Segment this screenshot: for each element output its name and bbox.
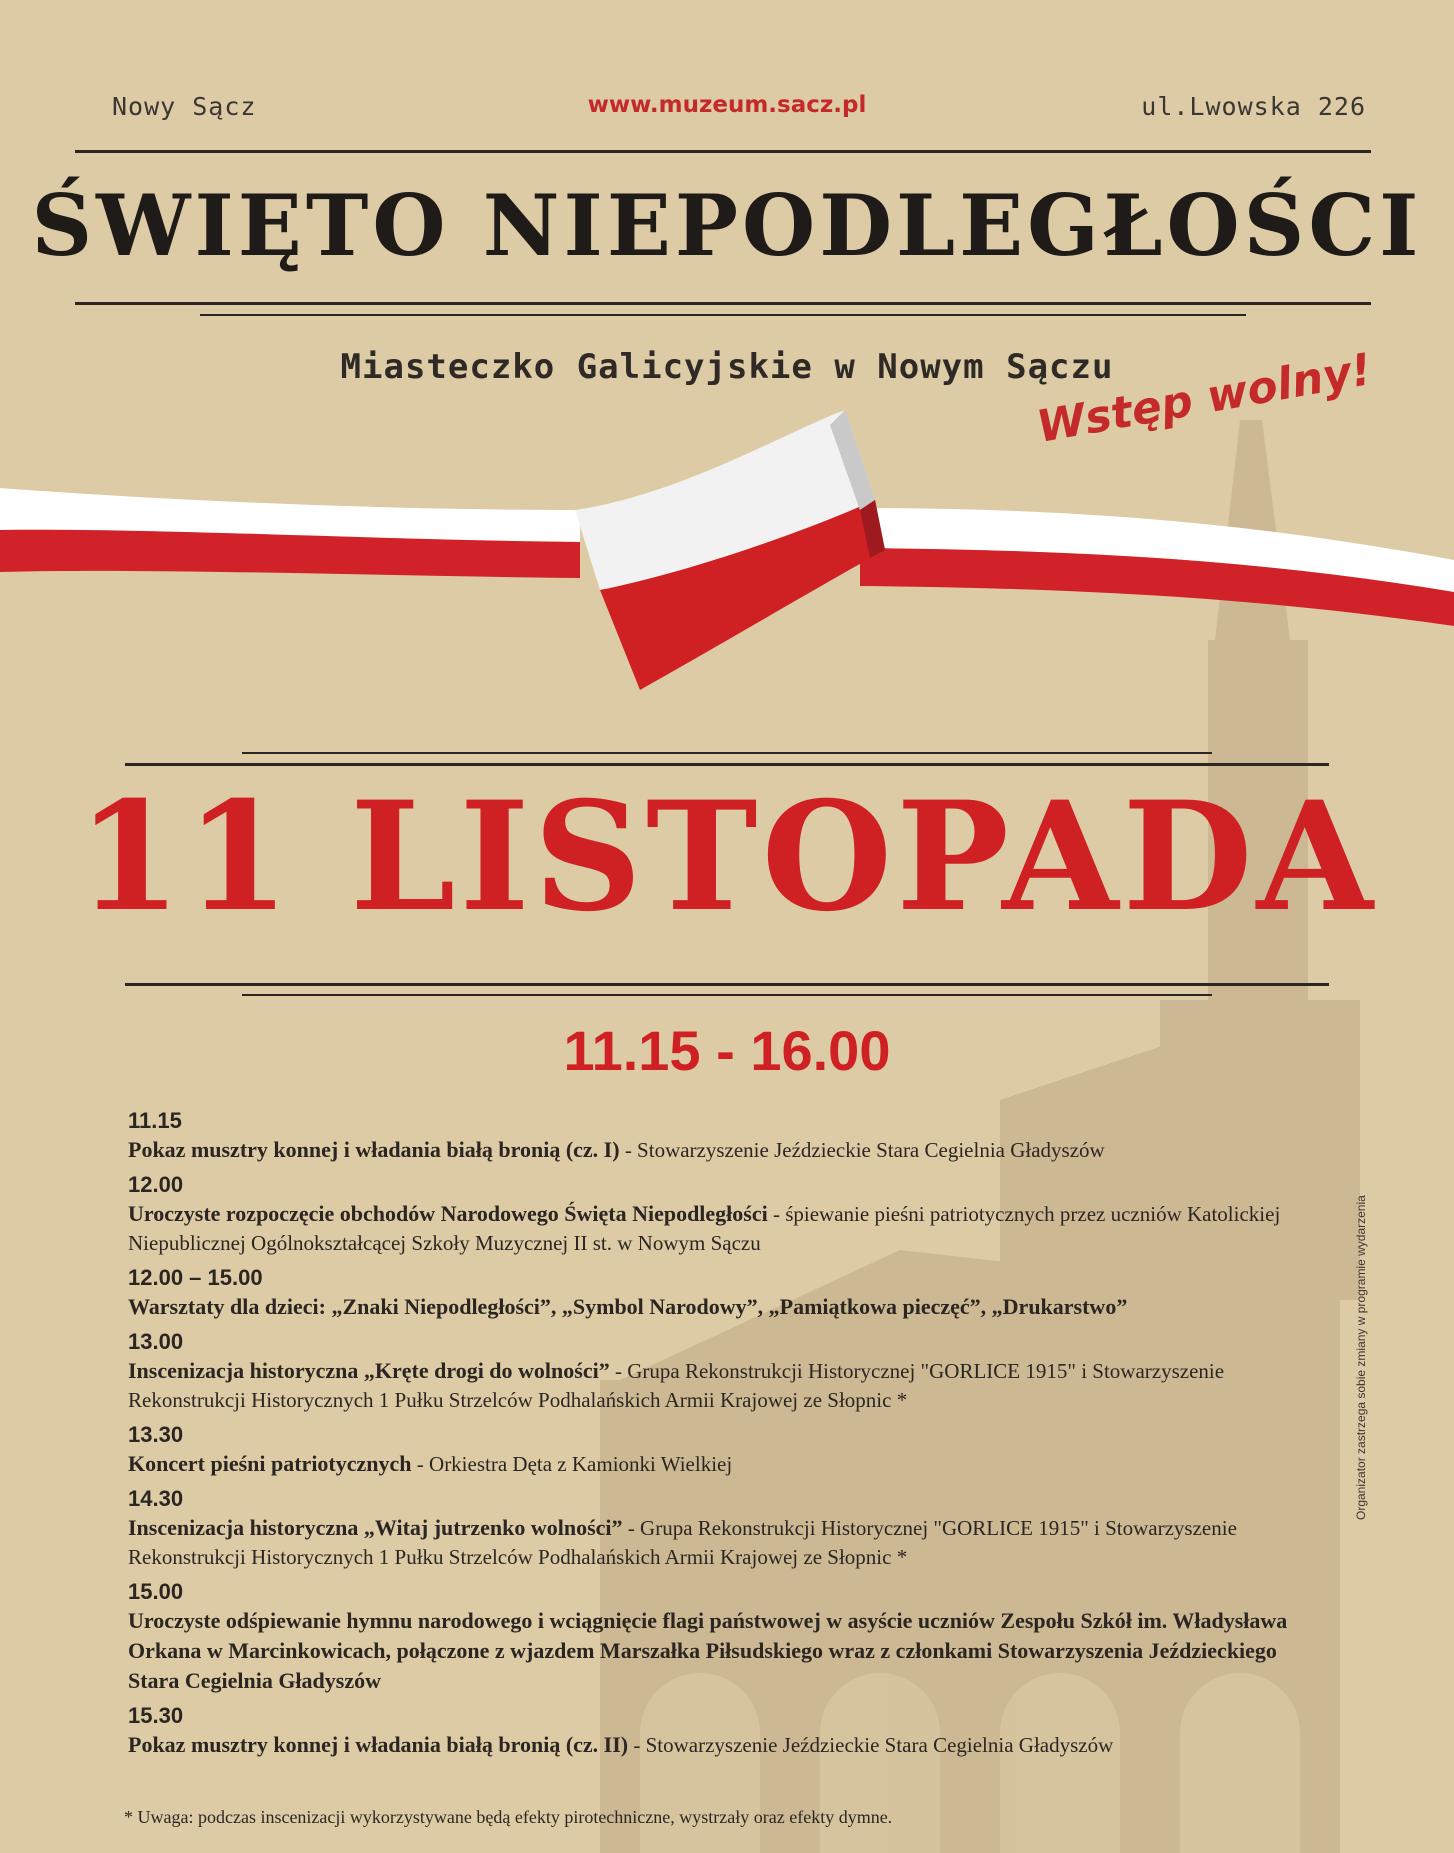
program-item	[128, 1577, 1288, 1696]
city-label: Nowy Sącz	[112, 92, 257, 121]
program-item-description	[128, 1606, 1288, 1696]
program-item-title: Pokaz musztry konnej i władania białą bronią (cz. I)	[128, 1137, 620, 1162]
event-date: 11 LISTOPADA	[77, 769, 1377, 945]
program-item-title: Uroczyste odśpiewanie hymnu narodowego i wciągnięcie flagi państwowej w asyście uczniów Zespołu Szkół im. Władysława Orkana w Marcinkowicach, połączone z wjazdem Marszałka Piłsudskiego wraz z członkami Stowarzyszenia Jeździeckiego Stara Cegielnia Gładyszów	[128, 1608, 1288, 1693]
program-item-time: 13.30	[128, 1422, 184, 1447]
program-item-description	[128, 1292, 1288, 1322]
program-item-time: 12.00 – 15.00	[128, 1265, 263, 1290]
divider-title-bottom	[75, 302, 1371, 305]
program-item-title: Inscenizacja historyczna „Witaj jutrzenko wolności”	[128, 1515, 623, 1540]
program-list	[128, 1106, 1288, 1765]
polish-flag-ribbon	[0, 400, 1454, 720]
program-item-detail: - Grupa Rekonstrukcji Historycznej "GORLICE 1915" i Stowarzyszenie Rekonstrukcji Historycznych 1 Pułku Strzelców Podhalańskich Armii Krajowej ze Słopnic *	[128, 1359, 1225, 1412]
program-item-title: Uroczyste rozpoczęcie obchodów Narodowego Święta Niepodległości	[128, 1201, 768, 1226]
program-item-detail: - Orkiestra Dęta z Kamionki Wielkiej	[411, 1452, 733, 1476]
program-item-title: Inscenizacja historyczna „Kręte drogi do wolności”	[128, 1358, 610, 1383]
page-title: ŚWIĘTO NIEPODLEGŁOŚCI	[31, 176, 1423, 275]
program-item-title: Warsztaty dla dzieci: „Znaki Niepodległości”, „Symbol Narodowy”, „Pamiątkowa pieczęć”, „Drukarstwo”	[128, 1294, 1128, 1319]
event-time-range: 11.15 - 16.00	[563, 1019, 891, 1082]
program-item-detail: - Grupa Rekonstrukcji Historycznej "GORLICE 1915" i Stowarzyszenie Rekonstrukcji Historycznych 1 Pułku Strzelców Podhalańskich Armii Krajowej ze Słopnic *	[128, 1516, 1237, 1569]
divider-top	[75, 150, 1371, 153]
free-entry-label: Wstęp wolny!	[1033, 344, 1376, 453]
divider-date-bottom	[125, 983, 1329, 986]
program-item	[128, 1484, 1288, 1572]
program-item-time: 14.30	[128, 1486, 184, 1511]
program-item	[128, 1263, 1288, 1322]
divider-title-bottom-short	[200, 314, 1246, 316]
program-item-time: 15.00	[128, 1579, 184, 1604]
website-link[interactable]: www.muzeum.sacz.pl	[587, 92, 867, 118]
divider-date-bottom-short	[242, 994, 1212, 996]
program-item-time: 15.30	[128, 1703, 184, 1728]
program-item-description	[128, 1730, 1288, 1760]
address-label: ul.Lwowska 226	[1141, 92, 1366, 121]
program-item-description	[128, 1449, 1288, 1479]
program-item-description	[128, 1356, 1288, 1415]
program-item-detail: - Stowarzyszenie Jeździeckie Stara Cegielnia Gładyszów	[619, 1138, 1105, 1162]
program-item	[128, 1327, 1288, 1415]
subtitle: Miasteczko Galicyjskie w Nowym Sączu	[340, 347, 1114, 387]
program-item	[128, 1170, 1288, 1258]
organizer-side-note: Organizator zastrzega sobie zmiany w programie wydarzenia	[1354, 1195, 1368, 1520]
program-item	[128, 1106, 1288, 1165]
program-item-title: Pokaz musztry konnej i władania białą bronią (cz. II)	[128, 1732, 629, 1757]
program-item-time: 11.15	[128, 1108, 182, 1133]
footnote: * Uwaga: podczas inscenizacji wykorzystywane będą efekty pirotechniczne, wystrzały oraz efekty dymne.	[124, 1807, 893, 1827]
program-item-description	[128, 1135, 1288, 1165]
program-item-title: Koncert pieśni patriotycznych	[128, 1451, 412, 1476]
program-item-description	[128, 1513, 1288, 1572]
program-item-description	[128, 1199, 1288, 1258]
divider-date-top	[125, 763, 1329, 766]
program-item	[128, 1701, 1288, 1760]
program-item-time: 12.00	[128, 1172, 184, 1197]
program-item-detail: - śpiewanie pieśni patriotycznych przez uczniów Katolickiej Niepublicznej Ogólnokształcącej Szkoły Muzycznej II st. w Nowym Sączu	[128, 1202, 1281, 1255]
divider-date-top-short	[242, 752, 1212, 754]
program-item	[128, 1420, 1288, 1479]
program-item-detail: - Stowarzyszenie Jeździeckie Stara Cegielnia Gładyszów	[628, 1733, 1114, 1757]
program-item-time: 13.00	[128, 1329, 184, 1354]
